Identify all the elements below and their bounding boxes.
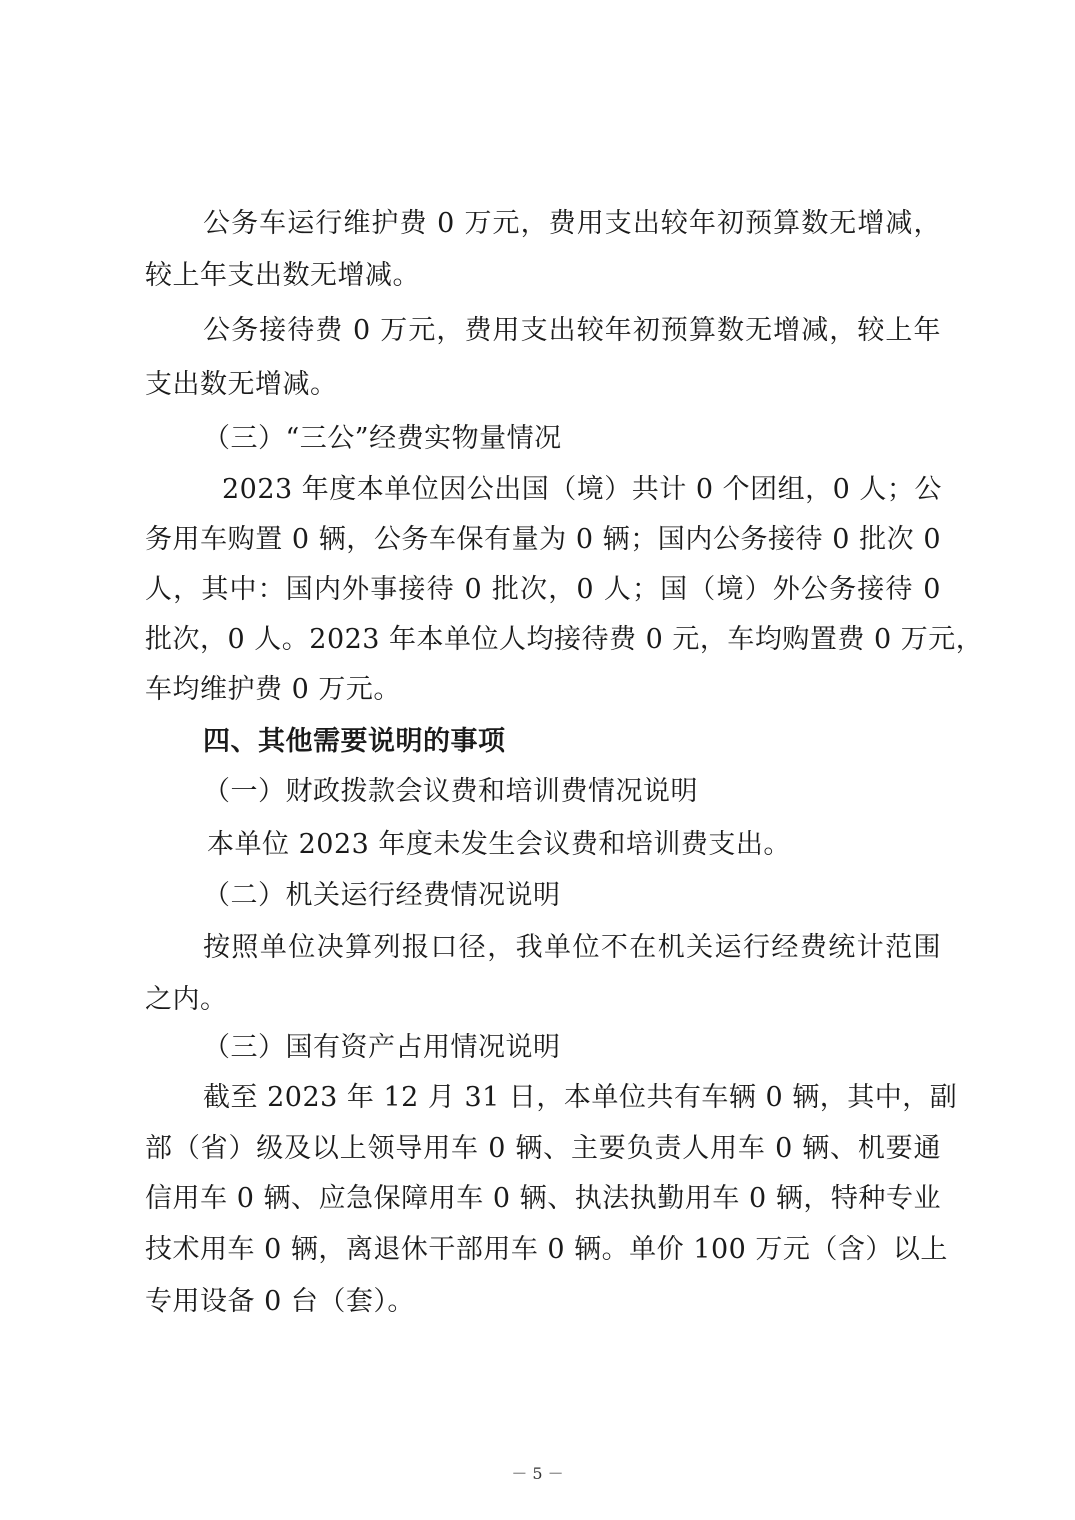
paragraph-line: 按照单位决算列报口径，我单位不在机关运行经费统计范围 xyxy=(203,932,941,963)
section-subheading: （二）机关运行经费情况说明 xyxy=(203,880,561,911)
paragraph-line: 务用车购置 0 辆，公务车保有量为 0 辆；国内公务接待 0 批次 0 xyxy=(145,524,941,555)
paragraph-line: 之内。 xyxy=(145,984,228,1015)
paragraph-line: 截至 2023 年 12 月 31 日，本单位共有车辆 0 辆，其中，副 xyxy=(203,1082,958,1113)
paragraph-line: 较上年支出数无增减。 xyxy=(145,260,420,291)
page-number: － 5 － xyxy=(511,1464,564,1483)
paragraph-line: 车均维护费 0 万元。 xyxy=(145,674,401,705)
paragraph-line: 支出数无增减。 xyxy=(145,369,338,400)
paragraph-line: 公务接待费 0 万元，费用支出较年初预算数无增减，较上年 xyxy=(203,315,941,346)
paragraph-line: 批次，0 人。2023 年本单位人均接待费 0 元，车均购置费 0 万元， xyxy=(145,624,984,655)
section-subheading: （一）财政拨款会议费和培训费情况说明 xyxy=(203,776,698,807)
paragraph-line: 专用设备 0 台（套）。 xyxy=(145,1286,415,1317)
paragraph-line: 信用车 0 辆、应急保障用车 0 辆、执法执勤用车 0 辆，特种专业 xyxy=(145,1183,941,1214)
section-subheading: （三）“三公”经费实物量情况 xyxy=(203,423,562,454)
paragraph-line: 技术用车 0 辆，离退休干部用车 0 辆。单价 100 万元（含）以上 xyxy=(145,1234,948,1265)
section-subheading: （三）国有资产占用情况说明 xyxy=(203,1032,561,1063)
paragraph-line: 公务车运行维护费 0 万元，费用支出较年初预算数无增减， xyxy=(203,208,941,239)
paragraph-line: 2023 年度本单位因公出国（境）共计 0 个团组，0 人；公 xyxy=(222,474,942,505)
paragraph-line: 本单位 2023 年度未发生会议费和培训费支出。 xyxy=(207,829,791,860)
section-heading: 四、其他需要说明的事项 xyxy=(203,726,506,757)
paragraph-line: 人，其中：国内外事接待 0 批次，0 人；国（境）外公务接待 0 xyxy=(145,574,941,605)
paragraph-line: 部（省）级及以上领导用车 0 辆、主要负责人用车 0 辆、机要通 xyxy=(145,1133,941,1164)
